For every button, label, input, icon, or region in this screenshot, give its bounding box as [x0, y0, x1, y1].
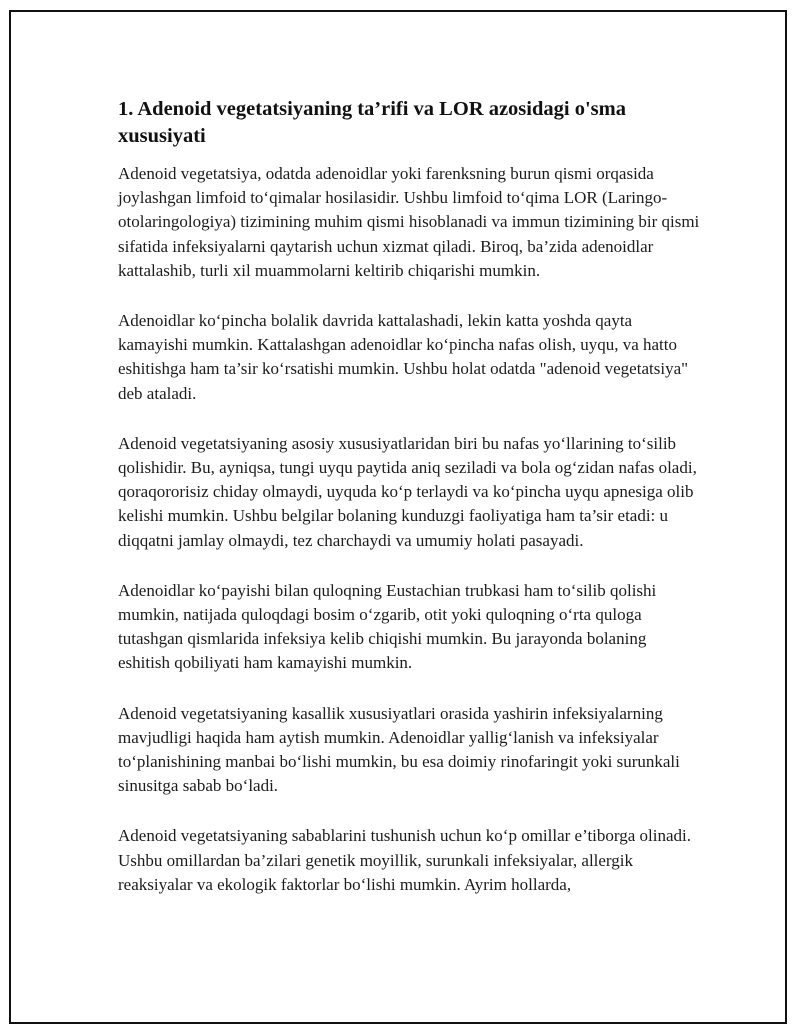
paragraph-childhood-enlargement: Adenoidlar ko‘pincha bolalik davrida kattalashadi, lekin katta yoshda qayta kamayishi mumkin. Kattalashgan adenoidlar ko‘pincha nafas olish, uyqu, va hatto eshitishga ham ta’sir ko‘rsatishi mumkin. Ushbu holat odatda "adenoid vegetatsiya" deb ataladi.: [118, 311, 689, 403]
paragraph-definition: Adenoid vegetatsiya, odatda adenoidlar yoki farenksning burun qismi orqasida joylashgan limfoid to‘qimalar hosilasidir. Ushbu limfoid to‘qima LOR (Laringo-otolaringologiya) tizimining muhim qismi hisoblanadi va immun tizimining bir qismi sifatida infeksiyalarni qaytarish uchun xizmat qiladi. Biroq, ba’zida adenoidlar kattalashib, turli xil muammolarni keltirib chiqarishi mumkin.: [118, 164, 700, 280]
paragraph-airway-obstruction: Adenoid vegetatsiyaning asosiy xususiyatlaridan biri bu nafas yo‘llarining to‘silib qolishidir. Bu, ayniqsa, tungi uyqu paytida aniq seziladi va bola og‘zidan nafas oladi, qoraqororisiz chiday olmaydi, uyquda ko‘p terlaydi va ko‘pincha uyqu apnesiga olib kelishi mumkin. Ushbu belgilar bolaning kunduzgi faoliyatiga ham ta’sir etadi: u diqqatni jamlay olmaydi, tez charchaydi va umumiy holati pasayadi.: [118, 433, 697, 550]
paragraph-hidden-infections: Adenoid vegetatsiyaning kasallik xususiyatlari orasida yashirin infeksiyalarning mavjudligi haqida ham aytish mumkin. Adenoidlar yallig‘lanish va infeksiyalar to‘planishining manbai bo‘lishi mumkin, bu esa doimiy rinofaringit yoki surunkali sinusitga sabab bo‘ladi.: [118, 703, 680, 796]
section-heading: 1. Adenoid vegetatsiyaning ta’rifi va LOR azosidagi o'sma xususiyati: [118, 98, 626, 147]
document-body: [118, 96, 700, 923]
paragraph-causes: Adenoid vegetatsiyaning sabablarini tushunish uchun ko‘p omillar e’tiborga olinadi. Ushbu omillardan ba’zilari genetik moyillik, surunkali infeksiyalar, allergik reaksiyalar va ekologik faktorlar bo‘lishi mumkin. Ayrim hollarda,: [118, 826, 692, 894]
paragraph-eustachian-tube: Adenoidlar ko‘payishi bilan quloqning Eustachian trubkasi ham to‘silib qolishi mumkin, natijada quloqdagi bosim o‘zgarib, otit yoki quloqning o‘rta quloga tutashgan qismlarida infeksiya kelib chiqishi mumkin. Bu jarayonda bolaning eshitish qobiliyati ham kamayishi mumkin.: [118, 580, 657, 673]
